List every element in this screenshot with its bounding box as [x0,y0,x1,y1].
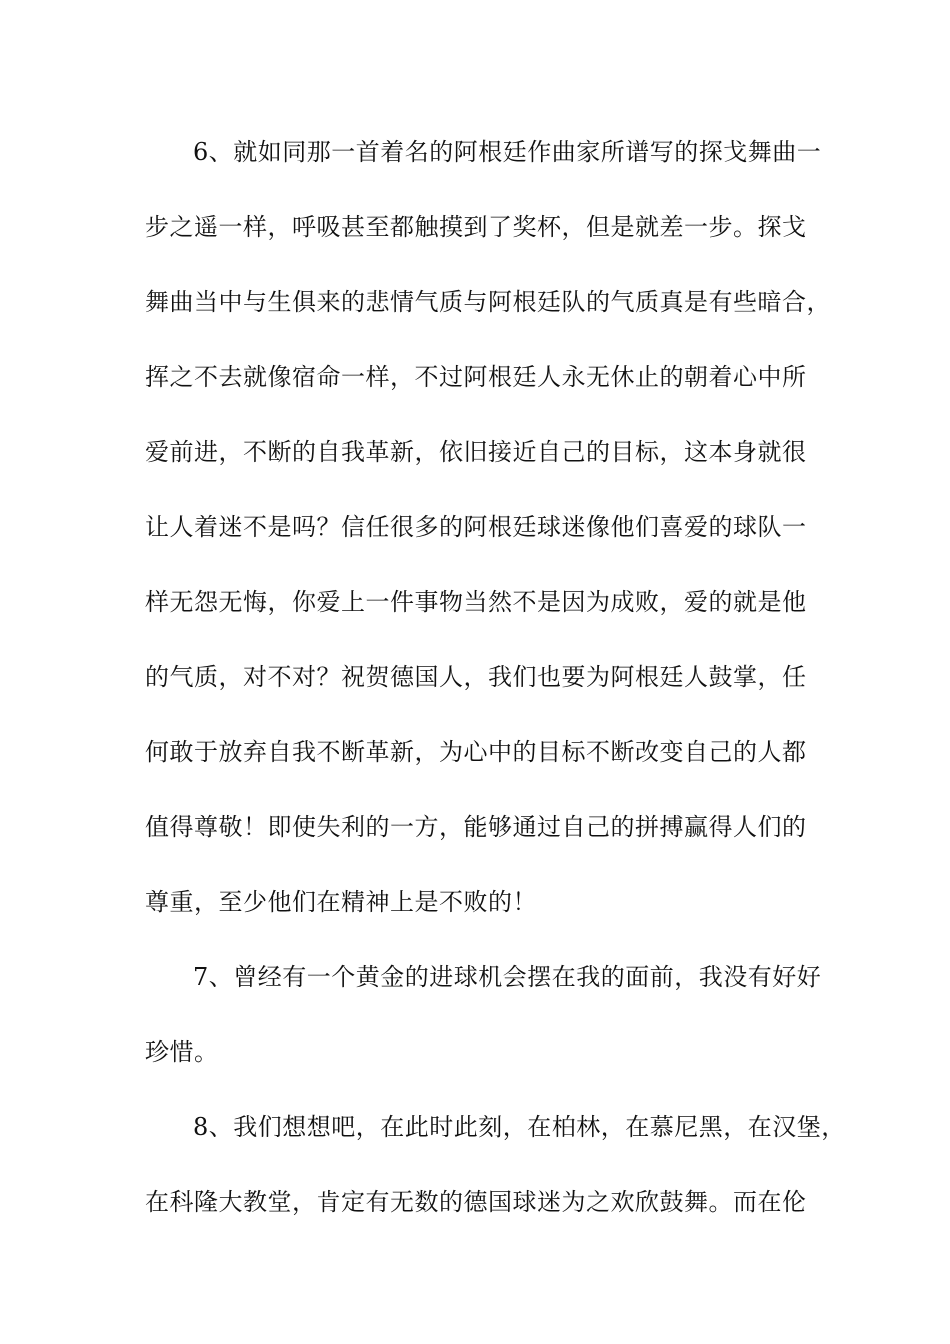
paragraph-7-line-1: 7、曾经有一个黄金的进球机会摆在我的面前，我没有好好 [193,963,822,991]
paragraph-6-line-8: 的气质，对不对？祝贺德国人，我们也要为阿根廷人鼓掌，任 [145,663,807,691]
paragraph-6-line-9: 何敢于放弃自我不断革新，为心中的目标不断改变自己的人都 [145,738,807,766]
paragraph-7-line-2: 珍惜。 [145,1038,219,1066]
paragraph-6-line-6: 让人着迷不是吗？信任很多的阿根廷球迷像他们喜爱的球队一 [145,513,807,541]
paragraph-6-line-7: 样无怨无悔，你爱上一件事物当然不是因为成败，爱的就是他 [145,588,807,616]
paragraph-8-line-2: 在科隆大教堂，肯定有无数的德国球迷为之欢欣鼓舞。而在伦 [145,1188,807,1216]
paragraph-8-line-1: 8、我们想想吧，在此时此刻，在柏林，在慕尼黑，在汉堡， [193,1113,846,1141]
paragraph-6-line-3: 舞曲当中与生俱来的悲情气质与阿根廷队的气质真是有些暗合， [145,288,831,316]
paragraph-6-line-4: 挥之不去就像宿命一样，不过阿根廷人永无休止的朝着心中所 [145,363,807,391]
paragraph-6-line-11: 尊重，至少他们在精神上是不败的！ [145,888,537,916]
paragraph-6-line-1: 6、就如同那一首着名的阿根廷作曲家所谱写的探戈舞曲一 [193,138,822,166]
paragraph-6-line-10: 值得尊敬！即使失利的一方，能够通过自己的拼搏赢得人们的 [145,813,807,841]
paragraph-6-line-5: 爱前进，不断的自我革新，依旧接近自己的目标，这本身就很 [145,438,807,466]
paragraph-6-line-2: 步之遥一样，呼吸甚至都触摸到了奖杯，但是就差一步。探戈 [145,213,807,241]
